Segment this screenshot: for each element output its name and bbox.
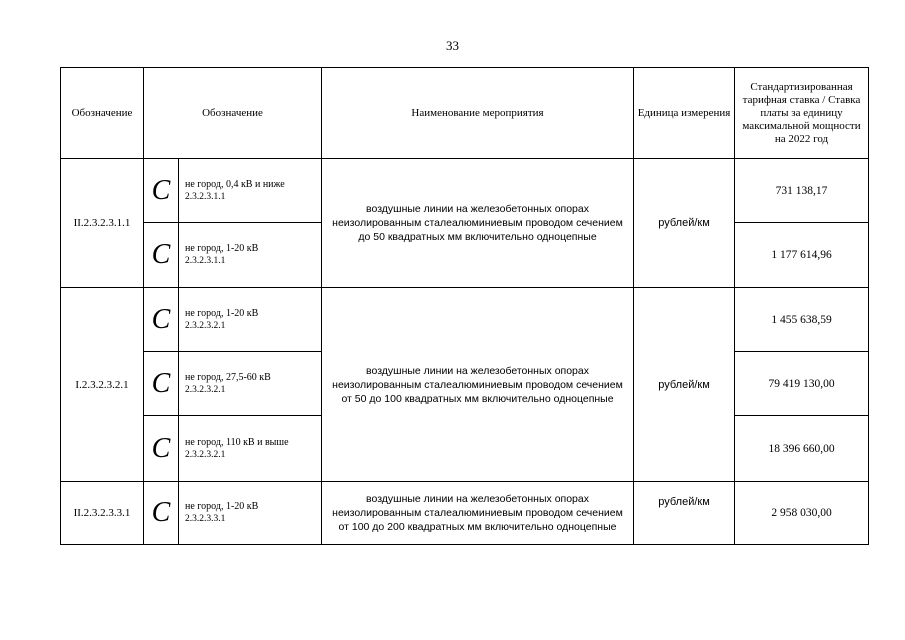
sub-desc-text: не город, 110 кВ и выше xyxy=(185,436,289,448)
unit: рублей/км xyxy=(634,482,735,545)
sub-code: 2.3.2.3.2.1 xyxy=(185,449,226,460)
sub-code: 2.3.2.3.2.1 xyxy=(185,320,226,331)
sub-desc-text: не город, 27,5-60 кВ xyxy=(185,371,271,383)
unit: рублей/км xyxy=(634,288,735,482)
header-designation-1: Обозначение xyxy=(61,68,144,159)
sub-code: 2.3.2.3.3.1 xyxy=(185,514,226,524)
sub-code: 2.3.2.3.1.1 xyxy=(185,256,226,266)
sub-description xyxy=(179,416,322,482)
sub-desc-text: не город, 1-20 кВ xyxy=(185,501,259,512)
header-unit: Единица измерения xyxy=(634,68,735,159)
rate-value: 731 138,17 xyxy=(735,159,869,223)
rate-value: 18 396 660,00 xyxy=(735,416,869,482)
sub-description xyxy=(179,159,322,223)
sub-code: 2.3.2.3.2.1 xyxy=(185,384,226,395)
unit: рублей/км xyxy=(634,159,735,288)
table-row xyxy=(61,288,869,352)
header-rate: Стандартизированная тарифная ставка / Ставка платы за единицу максимальной мощности на 2022 год xyxy=(735,68,869,159)
rate-value: 2 958 030,00 xyxy=(735,482,869,545)
sub-desc-text: не город, 0,4 кВ и ниже xyxy=(185,178,285,190)
sub-description xyxy=(179,482,322,545)
table-row xyxy=(61,159,869,223)
sub-description xyxy=(179,352,322,416)
c-letter: C xyxy=(144,352,179,416)
group-code: II.2.3.2.3.3.1 xyxy=(61,482,144,545)
c-letter: C xyxy=(144,416,179,482)
c-letter: C xyxy=(144,159,179,223)
group-code: I.2.3.2.3.2.1 xyxy=(61,288,144,482)
group-code: II.2.3.2.3.1.1 xyxy=(61,159,144,288)
measure-name: воздушные линии на железобетонных опорах неизолированным сталеалюминиевым проводом сечением от 100 до 200 квадратных мм включительно одноцепные xyxy=(322,482,634,545)
c-letter: C xyxy=(144,482,179,545)
measure-name: воздушные линии на железобетонных опорах неизолированным сталеалюминиевым проводом сечением до 50 квадратных мм включительно одноцепные xyxy=(322,159,634,288)
header-designation-2: Обозначение xyxy=(144,68,322,159)
sub-description xyxy=(179,223,322,288)
rate-value: 79 419 130,00 xyxy=(735,352,869,416)
measure-name: воздушные линии на железобетонных опорах неизолированным сталеалюминиевым проводом сечением от 50 до 100 квадратных мм включительно одноцепные xyxy=(322,288,634,482)
sub-description xyxy=(179,288,322,352)
c-letter: C xyxy=(144,223,179,288)
sub-code: 2.3.2.3.1.1 xyxy=(185,191,226,202)
table-header-row xyxy=(61,68,869,159)
page-number: 33 xyxy=(446,38,459,53)
rate-value: 1 177 614,96 xyxy=(735,223,869,288)
c-letter: C xyxy=(144,288,179,352)
table-row xyxy=(61,482,869,545)
rate-value: 1 455 638,59 xyxy=(735,288,869,352)
header-measure-name: Наименование мероприятия xyxy=(322,68,634,159)
tariff-table xyxy=(60,67,869,545)
sub-desc-text: не город, 1-20 кВ xyxy=(185,307,259,319)
sub-desc-text: не город, 1-20 кВ xyxy=(185,243,259,254)
